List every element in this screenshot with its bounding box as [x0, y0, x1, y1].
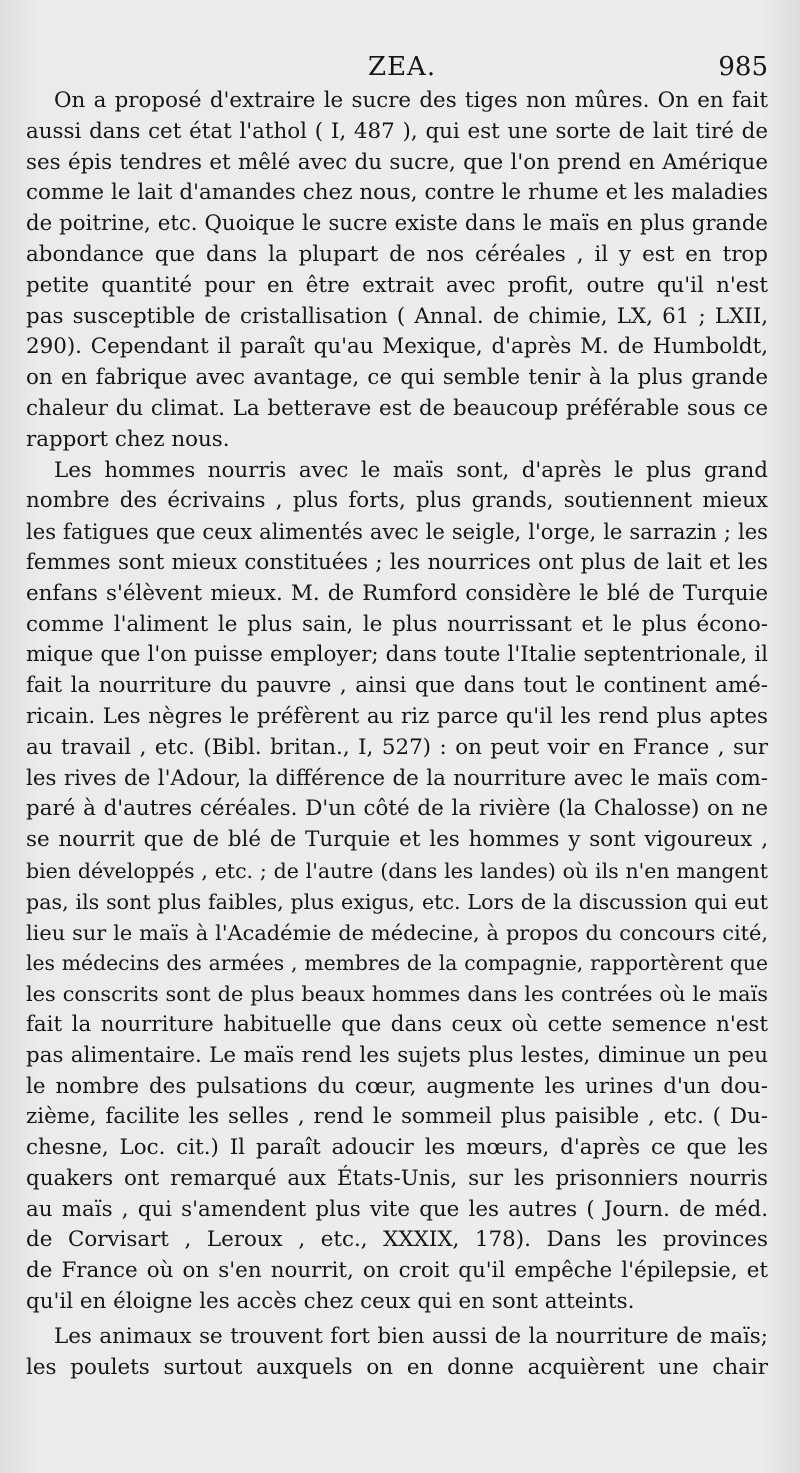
text-line: chaleur du climat. La betterave est de beaucoup préférable sous ce	[26, 395, 768, 421]
text-line: pas, ils sont plus faibles, plus exigus, etc. Lors de la discussion qui eut	[26, 889, 768, 914]
text-line: nombre des écrivains , plus forts, plus grands, soutiennent mieux	[26, 488, 768, 514]
text-line: mique que l'on puisse employer; dans toute l'Italie septentrionale, il	[26, 642, 768, 668]
text-line: se nourrit que de blé de Turquie et les hommes y sont vigoureux ,	[26, 827, 768, 853]
body-text	[26, 86, 768, 1383]
text-line: comme l'aliment le plus sain, le plus nourrissant et le plus écono-	[26, 611, 768, 637]
paragraph-sugar-extraction	[26, 86, 768, 456]
text-line: ses épis tendres et mêlé avec du sucre, que l'on prend en Amérique	[26, 149, 768, 175]
text-line: qu'il en éloigne les accès chez ceux qui en sont atteints.	[26, 1289, 635, 1315]
text-line: bien développés , etc. ; de l'autre (dans les landes) où ils n'en mangent	[26, 858, 768, 883]
text-line: pas alimentaire. Le maïs rend les sujets plus lestes, diminue un peu	[26, 1042, 768, 1068]
text-line: Les hommes nourris avec le maïs sont, d'après le plus grand	[54, 457, 768, 483]
text-line: au travail , etc. (Bibl. britan., I, 527) : on peut voir en France , sur	[26, 734, 768, 760]
text-line: Les animaux se trouvent fort bien aussi de la nourriture de maïs;	[54, 1323, 768, 1349]
page-number: 985	[718, 52, 768, 82]
text-line: quakers ont remarqué aux États-Unis, sur les prisonniers nourris	[26, 1165, 768, 1191]
text-line: de Corvisart , Leroux , etc., XXXIX, 178). Dans les provinces	[26, 1227, 768, 1253]
text-line: femmes sont mieux constituées ; les nourrices ont plus de lait et les	[26, 549, 768, 575]
text-line: les médecins des armées , membres de la compagnie, rapportèrent que	[26, 951, 768, 976]
text-line: petite quantité pour en être extrait avec profit, outre qu'il n'est	[26, 272, 768, 298]
text-line: fait la nourriture du pauvre , ainsi que dans tout le continent amé-	[26, 673, 768, 699]
text-line: On a proposé d'extraire le sucre des tiges non mûres. On en fait	[54, 88, 768, 113]
page-header	[0, 48, 800, 88]
text-line: de France où on s'en nourrit, on croit qu'il empêche l'épilepsie, et	[26, 1258, 768, 1284]
text-line: lieu sur le maïs à l'Académie de médecine, à propos du concours cité,	[26, 920, 768, 945]
text-line: enfans s'élèvent mieux. M. de Rumford considère le blé de Turquie	[26, 580, 768, 606]
text-line: les conscrits sont de plus beaux hommes dans les contrées où le maïs	[26, 982, 768, 1007]
text-line: comme le lait d'amandes chez nous, contre le rhume et les maladies	[26, 180, 768, 206]
text-line: de poitrine, etc. Quoique le sucre existe dans le maïs en plus grande	[26, 211, 768, 237]
paragraph-animal-nutrition	[26, 1322, 768, 1384]
text-line: ricain. Les nègres le préfèrent au riz parce qu'il les rend plus aptes	[26, 703, 768, 729]
text-line: les rives de l'Adour, la différence de la nourriture avec le maïs com-	[26, 765, 768, 791]
text-line: fait la nourriture habituelle que dans ceux où cette semence n'est	[26, 1011, 768, 1037]
text-line: les poulets surtout auxquels on en donne acquièrent une chair	[26, 1354, 768, 1380]
paragraph-human-nutrition	[26, 456, 768, 1318]
text-line: zième, facilite les selles , rend le sommeil plus paisible , etc. ( Du-	[26, 1104, 768, 1130]
text-line: 290). Cependant il paraît qu'au Mexique, d'après M. de Humboldt,	[26, 334, 768, 360]
text-line: abondance que dans la plupart de nos céréales , il y est en trop	[26, 241, 768, 267]
running-head: ZEA.	[368, 52, 437, 82]
text-line: le nombre des pulsations du cœur, augmente les urines d'un dou-	[26, 1073, 768, 1099]
text-line: chesne, Loc. cit.) Il paraît adoucir les mœurs, d'après ce que les	[26, 1135, 768, 1161]
text-line: pas susceptible de cristallisation ( Annal. de chimie, LX, 61 ; LXII,	[26, 303, 768, 329]
text-line: au maïs , qui s'amendent plus vite que les autres ( Journ. de méd.	[26, 1196, 768, 1222]
text-line: paré à d'autres céréales. D'un côté de la rivière (la Chalosse) on ne	[26, 796, 768, 822]
text-line: rapport chez nous.	[26, 426, 230, 452]
text-line: on en fabrique avec avantage, ce qui semble tenir à la plus grande	[26, 365, 768, 391]
text-line: les fatigues que ceux alimentés avec le seigle, l'orge, le sarrazin ; les	[26, 519, 768, 545]
text-line: aussi dans cet état l'athol ( I, 487 ), qui est une sorte de lait tiré de	[26, 118, 768, 144]
